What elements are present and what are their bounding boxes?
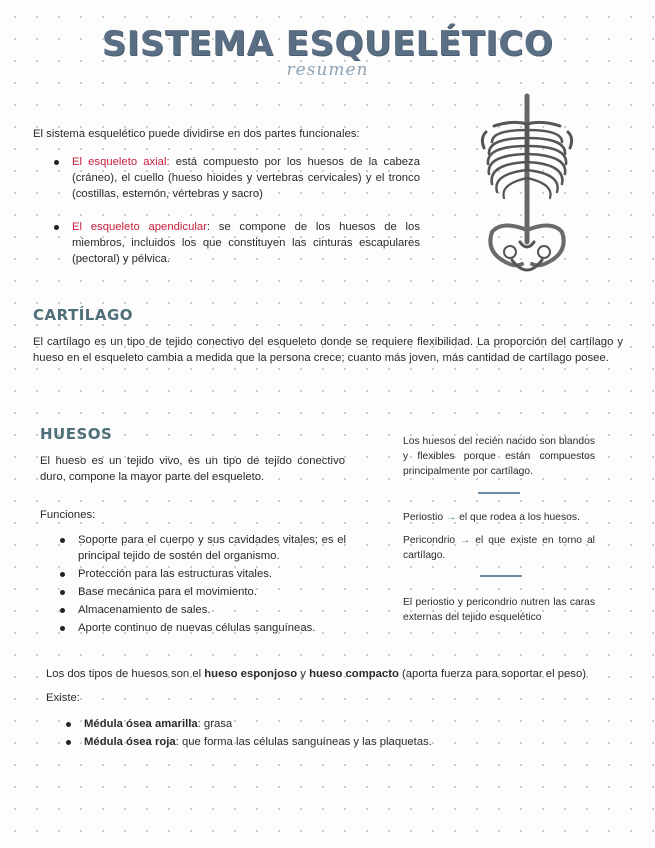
divider: [480, 575, 522, 577]
page-title: SISTEMA ESQUELÉTICO: [101, 24, 554, 64]
list-item: Aporte continuo de nuevas células sanguíneas.: [78, 620, 346, 636]
periostio-note: Periostio → el que rodea a los huesos.: [403, 512, 580, 523]
list-item: Almacenamiento de sales.: [78, 602, 346, 618]
appendicular-term: El esqueleto apendicular: [72, 221, 207, 233]
list-item: Base mecánica para el movimiento.: [78, 584, 346, 600]
existe-label: Existe:: [46, 692, 80, 704]
nutrition-note: El periostio y pericondrio nutren las caras externas del tejido esquelético: [403, 597, 595, 623]
marrow-list: [84, 716, 584, 750]
list-item: Médula ósea amarilla: grasa: [84, 716, 584, 732]
pericondrio-note: Pericondrio → el que existe en torno al cartílago.: [403, 535, 595, 561]
divider: [478, 492, 520, 494]
list-item: Soporte para el cuerpo y sus cavidades vitales; es el principal tejido de sostén del organismo.: [78, 534, 346, 562]
arrow-icon: →: [460, 535, 471, 546]
newborn-note: Los huesos del recién nacido son blandos y flexibles porque están compuestos principalmente por cartílago.: [403, 436, 595, 477]
list-item: El esqueleto axial: está compuesto por los huesos de la cabeza (cráneo), el cuello (hueso hioides y vertebras cervicales) y el tronco (costillas, esternón, vértebras y sacro): [72, 156, 420, 200]
skeleton-illustration: [472, 92, 582, 284]
bone-types-text: Los dos tipos de huesos son el hueso esponjoso y hueso compacto (aporta fuerza para soportar el peso): [46, 668, 587, 680]
cartilago-heading: CARTÍLAGO: [33, 306, 134, 324]
arrow-icon: →: [445, 512, 457, 523]
body-parts-list: [72, 154, 420, 267]
page-subtitle: resumen: [286, 60, 369, 80]
axial-term: El esqueleto axial:: [72, 156, 170, 168]
funciones-label: Funciones:: [40, 509, 96, 521]
list-item: Médula ósea roja: que forma las células sanguíneas y las plaquetas.: [84, 734, 584, 750]
list-item: Protección para las estructuras vitales.: [78, 566, 346, 582]
cartilago-text: El cartílago es un tipo de tejido conectivo del esqueleto donde se requiere flexibilidad. La proporción del cartílago y hueso en el esqueleto cambia a medida que la persona crece; cuanto más joven, más cantidad de cartílago posee.: [33, 336, 623, 364]
list-item: El esqueleto apendicular: se compone de los huesos de los miembros, incluidos los que constituyen las cinturas escapulares (pectoral) y pélvica.: [72, 221, 420, 265]
huesos-heading: HUESOS: [40, 425, 113, 443]
funciones-list: [78, 532, 346, 636]
intro-text: El sistema esquelético puede dividirse en dos partes funcionales:: [33, 128, 360, 140]
huesos-text: El hueso es un tejido vivo, es un tipo de tejido conectivo duro, compone la mayor parte del esqueleto.: [40, 455, 345, 483]
